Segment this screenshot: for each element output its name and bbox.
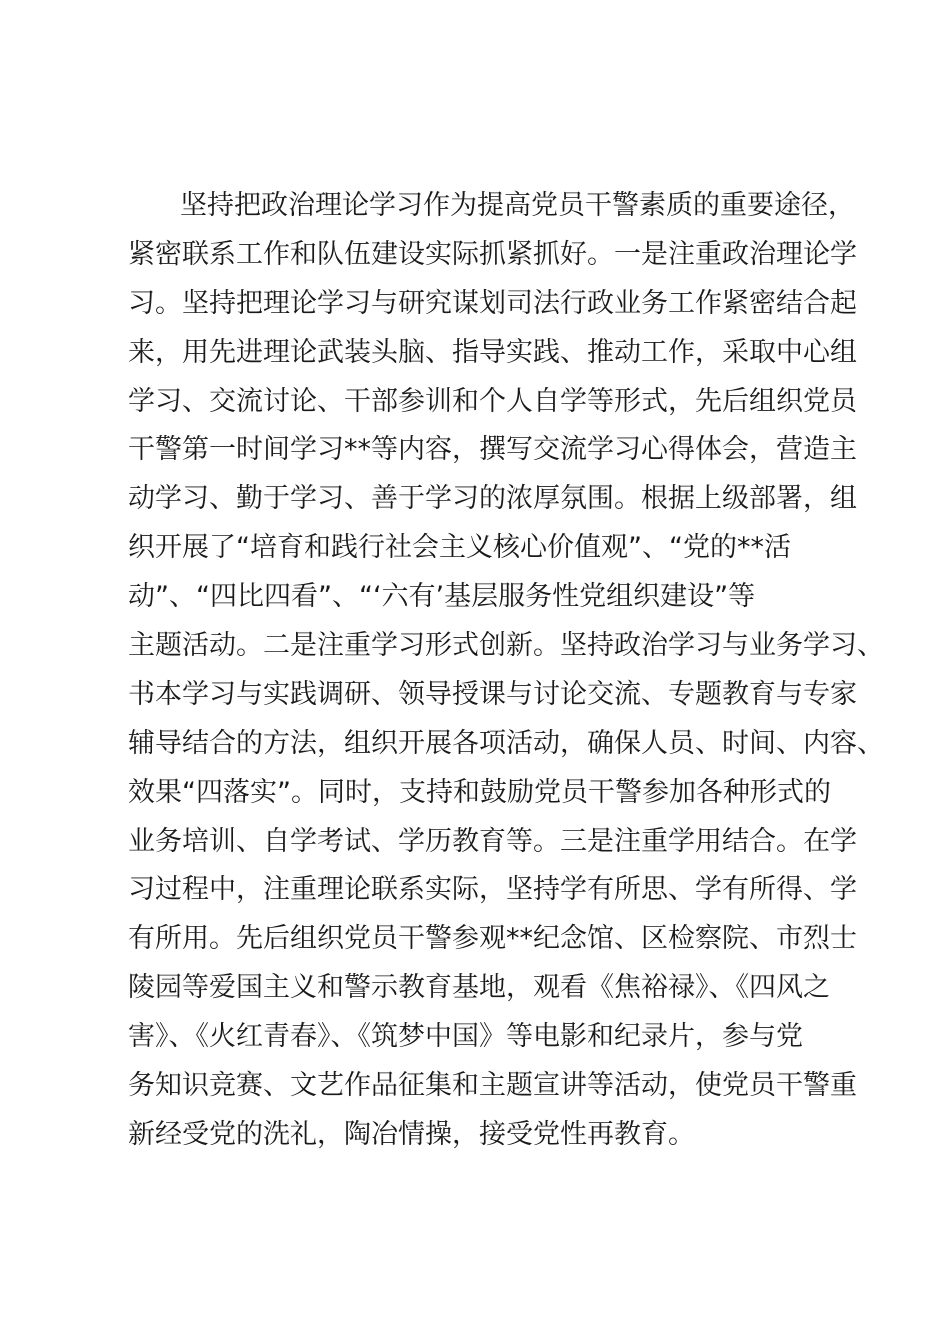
paragraph-line: 效果“四落实”。同时，支持和鼓励党员干警参加各种形式的	[128, 776, 831, 808]
paragraph-line: 主题活动。二是注重学习形式创新。坚持政治学习与业务学习、	[128, 630, 884, 662]
body-paragraph	[128, 182, 884, 1160]
paragraph-line: 有所用。先后组织党员干警参观**纪念馆、区检察院、市烈士	[128, 923, 857, 955]
paragraph-line: 动”、“四比四看”、“‘六有’基层服务性党组织建设”等	[128, 581, 756, 613]
paragraph-line: 织开展了“培育和践行社会主义核心价值观”、“党的**活	[128, 532, 791, 564]
paragraph-line: 干警第一时间学习**等内容，撰写交流学习心得体会，营造主	[128, 434, 857, 466]
paragraph-line: 坚持把政治理论学习作为提高党员干警素质的重要途径，	[180, 190, 855, 221]
paragraph-line: 陵园等爱国主义和警示教育基地，观看《焦裕禄》、《四风之	[128, 972, 830, 1004]
paragraph-line: 紧密联系工作和队伍建设实际抓紧抓好。一是注重政治理论学	[128, 238, 857, 270]
paragraph-line: 务知识竞赛、文艺作品征集和主题宣讲等活动，使党员干警重	[128, 1070, 857, 1102]
paragraph-line: 书本学习与实践调研、领导授课与讨论交流、专题教育与专家	[128, 678, 857, 710]
paragraph-line: 习。坚持把理论学习与研究谋划司法行政业务工作紧密结合起	[128, 287, 857, 319]
paragraph-line: 业务培训、自学考试、学历教育等。三是注重学用结合。在学	[128, 825, 857, 857]
paragraph-line: 习过程中，注重理论联系实际，坚持学有所思、学有所得、学	[128, 874, 857, 906]
paragraph-line: 新经受党的洗礼，陶冶情操，接受党性再教育。	[128, 1118, 695, 1150]
paragraph-line: 动学习、勤于学习、善于学习的浓厚氛围。根据上级部署，组	[128, 483, 857, 515]
paragraph-line: 害》、《火红青春》、《筑梦中国》等电影和纪录片，参与党	[128, 1021, 803, 1053]
paragraph-line: 学习、交流讨论、干部参训和个人自学等形式，先后组织党员	[128, 385, 857, 417]
paragraph-line: 来，用先进理论武装头脑、指导实践、推动工作，采取中心组	[128, 336, 857, 368]
paragraph-line: 辅导结合的方法，组织开展各项活动，确保人员、时间、内容、	[128, 727, 884, 759]
